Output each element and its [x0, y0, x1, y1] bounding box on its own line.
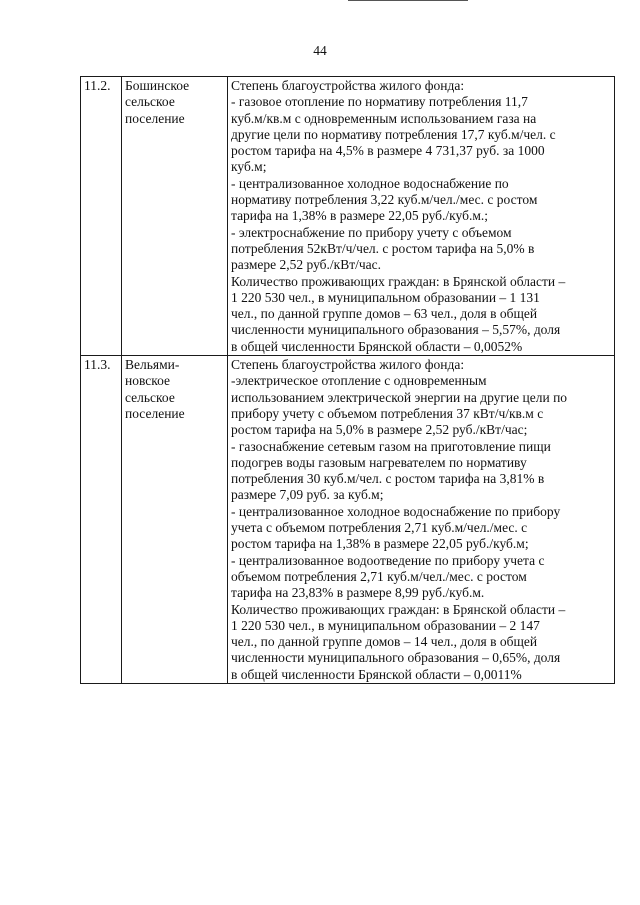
description-line: подогрев воды газовым нагревателем по нормативу — [231, 454, 527, 470]
description-line: - газоснабжение сетевым газом на приготовление пищи — [231, 438, 551, 454]
settlement-name-line: сельское — [125, 389, 175, 405]
description-line: ростом тарифа на 4,5% в размере 4 731,37 руб. за 1000 — [231, 143, 545, 159]
description-line: 1 220 530 чел., в муниципальном образовании – 2 147 — [231, 617, 540, 633]
settlement-name-cell — [122, 77, 228, 356]
description-line: Количество проживающих граждан: в Брянской области – — [231, 601, 566, 617]
description-line: Количество проживающих граждан: в Брянской области – — [231, 273, 566, 289]
row-number: 11.2. — [84, 78, 111, 93]
description-line: размере 7,09 руб. за куб.м; — [231, 487, 384, 503]
description-line: - газовое отопление по нормативу потребления 11,7 — [231, 94, 528, 110]
description-cell — [228, 77, 615, 356]
row-number: 11.3. — [84, 357, 111, 373]
description-line: куб.м/кв.м с одновременным использованием газа на — [231, 110, 537, 126]
description-line: размере 2,52 руб./кВт/час. — [231, 257, 382, 273]
description-line: 1 220 530 чел., в муниципальном образовании – 1 131 — [231, 289, 540, 305]
settlement-name-line: Вельями- — [125, 357, 180, 373]
description-line: численности муниципального образования – 5,57%, доля — [231, 322, 561, 338]
settlement-name-line: сельское — [125, 94, 175, 110]
description-line: - централизованное водоотведение по прибору учета с — [231, 552, 545, 568]
tariff-table — [80, 76, 615, 684]
description-line: потребления 30 куб.м/чел. с ростом тарифа на 3,81% в — [231, 471, 545, 487]
settlement-name-cell — [122, 356, 228, 684]
settlement-name-line: Бошинское — [125, 78, 190, 93]
description-line: нормативу потребления 3,22 куб.м/чел./мес. с ростом — [231, 192, 538, 208]
top-edge-rule — [348, 0, 468, 1]
description-line: в общей численности Брянской области – 0,0052% — [231, 338, 523, 354]
description-line: в общей численности Брянской области – 0,0011% — [231, 666, 522, 682]
description-cell — [228, 356, 615, 684]
table-body — [81, 77, 615, 684]
settlement-name-line: новское — [125, 373, 171, 389]
row-number-cell — [81, 77, 122, 356]
description-line: потребления 52кВт/ч/чел. с ростом тарифа на 5,0% в — [231, 240, 535, 256]
description-line: Степень благоустройства жилого фонда: — [231, 78, 465, 93]
description-line: использованием электрической энергии на другие цели по — [231, 389, 568, 405]
description-line: - электроснабжение по прибору учету с объемом — [231, 224, 512, 240]
settlement-name-line: поселение — [125, 405, 185, 421]
settlement-name-line: поселение — [125, 110, 185, 126]
description-line: тарифа на 23,83% в размере 8,99 руб./куб.м. — [231, 585, 485, 601]
description-line: численности муниципального образования – 0,65%, доля — [231, 650, 561, 666]
table-row — [81, 77, 615, 356]
row-number-cell — [81, 356, 122, 684]
description-line: чел., по данной группе домов – 14 чел., доля в общей — [231, 634, 538, 650]
description-line: ростом тарифа на 1,38% в размере 22,05 руб./куб.м; — [231, 536, 529, 552]
description-line: -электрическое отопление с одновременным — [231, 373, 487, 389]
description-line: - централизованное холодное водоснабжение по — [231, 175, 509, 191]
table-row — [81, 356, 615, 684]
description-line: - централизованное холодное водоснабжение по прибору — [231, 503, 561, 519]
description-line: ростом тарифа на 5,0% в размере 2,52 руб./кВт/час; — [231, 422, 528, 438]
description-line: учета с объемом потребления 2,71 куб.м/чел./мес. с — [231, 520, 528, 536]
description-line: чел., по данной группе домов – 63 чел., доля в общей — [231, 306, 538, 322]
description-line: другие цели по нормативу потребления 17,7 куб.м/чел. с — [231, 126, 556, 142]
description-line: тарифа на 1,38% в размере 22,05 руб./куб.м.; — [231, 208, 489, 224]
page-number: 44 — [313, 43, 327, 58]
description-line: Степень благоустройства жилого фонда: — [231, 357, 465, 373]
description-line: прибору учету с объемом потребления 37 кВт/ч/кв.м с — [231, 405, 544, 421]
description-line: объемом потребления 2,71 куб.м/чел./мес. с ростом — [231, 568, 527, 584]
description-line: куб.м; — [231, 159, 267, 175]
